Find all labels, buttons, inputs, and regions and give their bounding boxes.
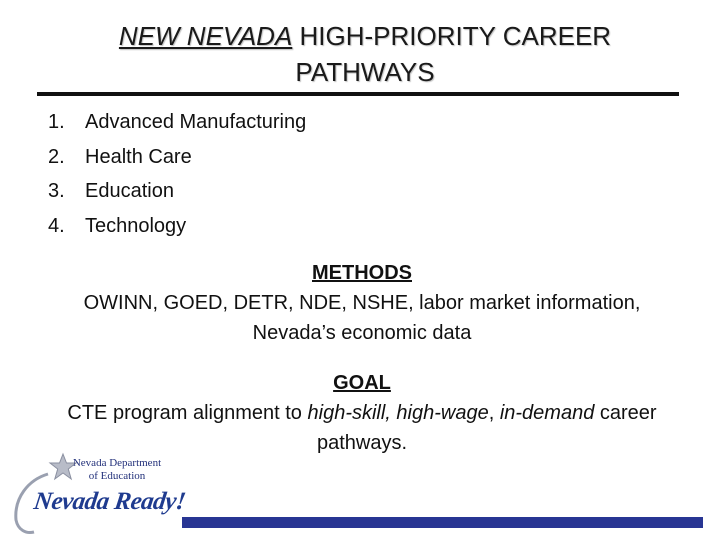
pathways-list [48,105,648,243]
logo-dept-line-1: Nevada Department [72,457,162,469]
list-item-label: Advanced Manufacturing [85,111,307,133]
goal-text-after: career pathways. [316,402,657,454]
list-item [48,105,648,140]
goal-text-italic: high-skill, high-wage [307,402,489,424]
list-item [48,209,648,244]
logo-dept-line-2: of Education [88,470,146,482]
methods-heading: METHODS [312,262,412,284]
goal-text-before: CTE program alignment to [67,402,308,424]
nevada-ready-logo [8,452,190,536]
methods-section [40,258,684,348]
page-title [60,18,670,90]
list-item-number: 2. [48,145,65,168]
list-item-number: 4. [48,214,65,237]
logo-department-text [72,457,162,483]
goal-text [40,398,684,458]
goal-heading: GOAL [333,372,391,394]
list-item-label: Technology [85,214,187,237]
goal-section [40,368,684,458]
goal-text-middle: , [488,402,500,424]
list-item [48,140,648,175]
list-item-number: 1. [48,111,65,133]
title-divider [37,92,679,96]
list-item-label: Education [85,180,174,202]
goal-text-italic-2: in-demand [499,402,595,424]
logo-brand-text: Nevada Ready! [32,488,188,515]
list-item-label: Health Care [85,145,192,168]
footer-accent-bar [182,517,703,528]
title-emphasis: NEW NEVADA [118,21,293,51]
list-item [48,174,648,209]
methods-text: OWINN, GOED, DETR, NDE, NSHE, labor market information, Nevada’s economic data [83,292,641,344]
list-item-number: 3. [48,180,65,202]
title-rest: HIGH-PRIORITY CAREER PATHWAYS [292,21,612,87]
